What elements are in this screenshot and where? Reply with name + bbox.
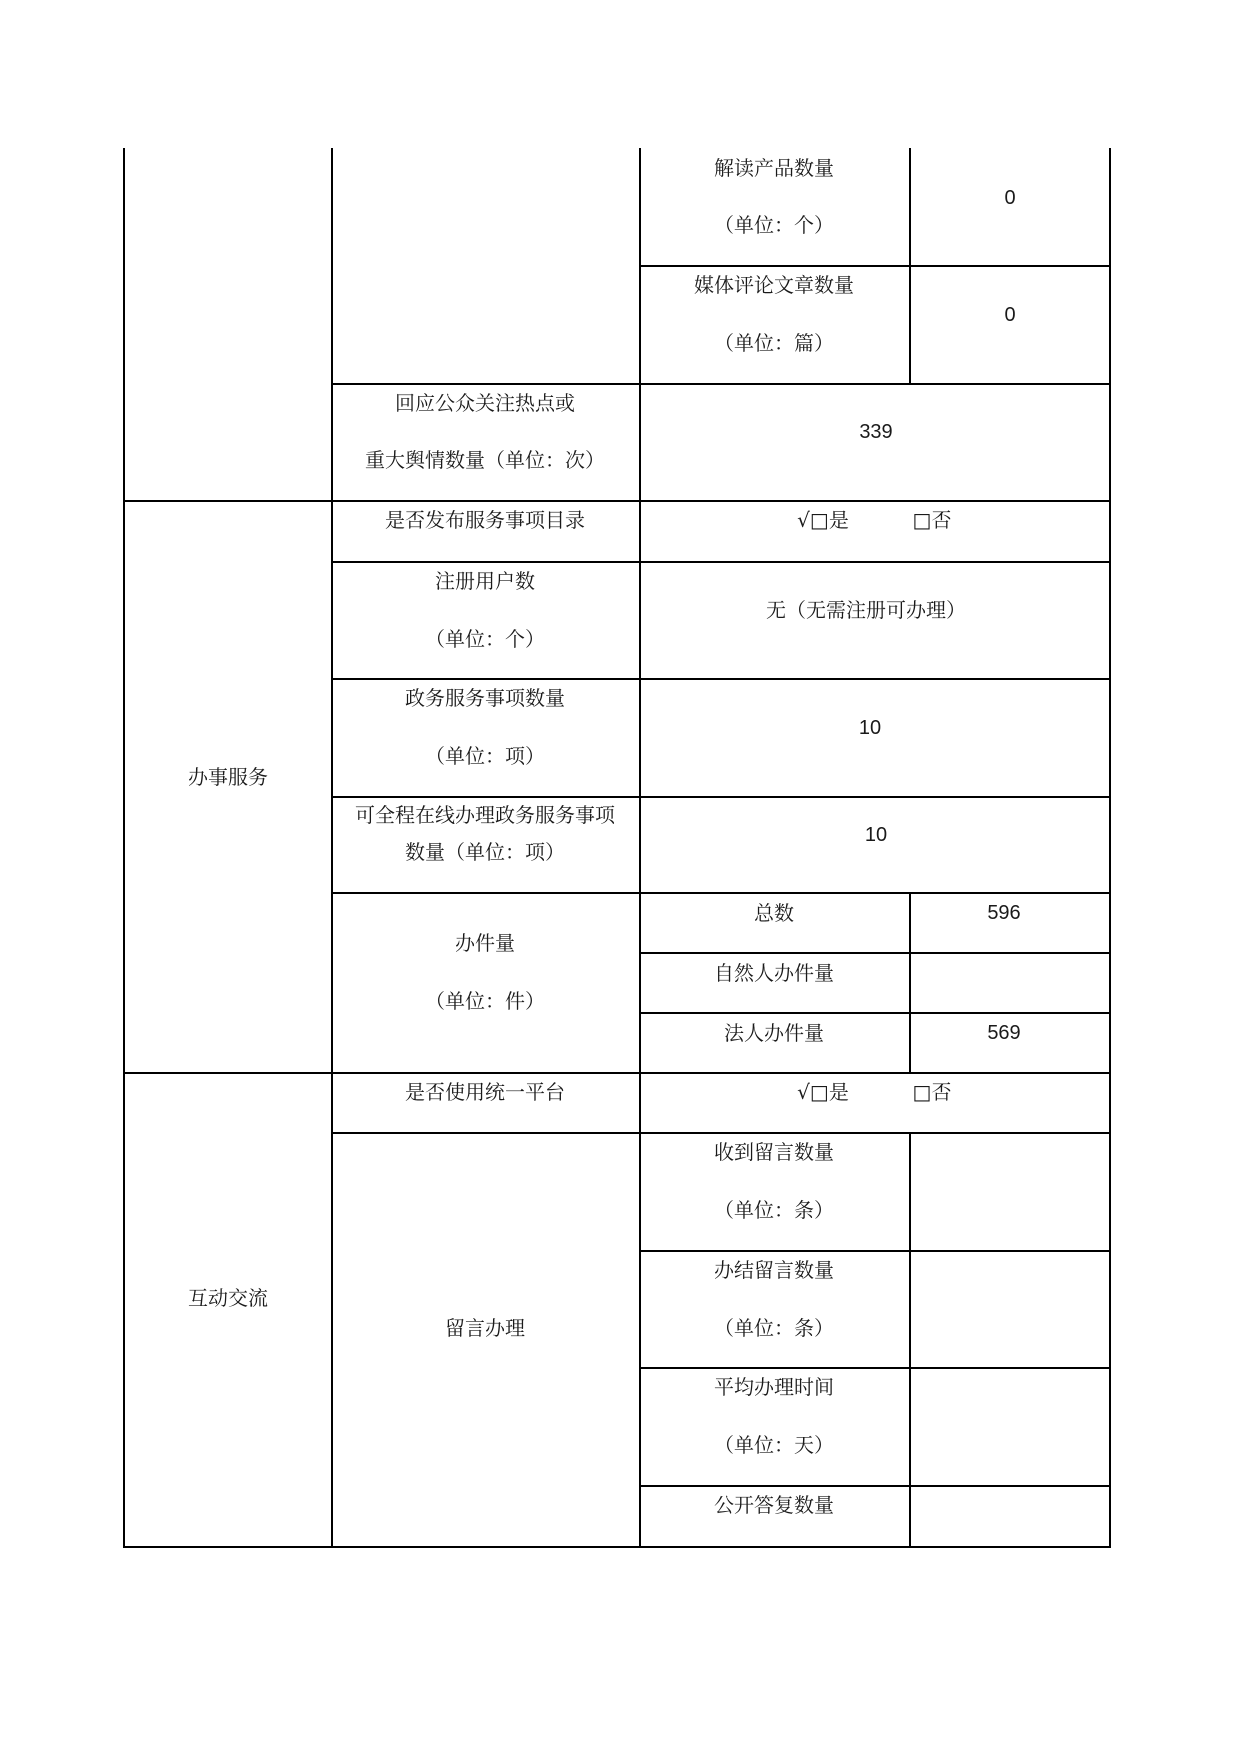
- registered-users-value: 无（无需注册可办理）: [766, 598, 966, 622]
- registered-users-unit: （单位：个）: [425, 627, 545, 651]
- section-service-title: 办事服务: [188, 765, 268, 789]
- grid-line: [331, 383, 1111, 385]
- grid-line: [123, 1072, 1111, 1074]
- grid-line: [123, 500, 1111, 502]
- platform-yes-option: √□是: [797, 1080, 849, 1104]
- handled-legal-label: 法人办件量: [724, 1021, 824, 1045]
- received-label: 收到留言数量: [714, 1140, 834, 1164]
- grid-line: [639, 1485, 1111, 1487]
- messages-label: 留言办理: [445, 1316, 525, 1340]
- handled-total-label: 总数: [754, 901, 794, 925]
- handled-natural-label: 自然人办件量: [714, 961, 834, 985]
- grid-line: [331, 561, 1111, 563]
- media-review-unit: （单位：篇）: [714, 331, 834, 355]
- public-reply-label: 公开答复数量: [714, 1493, 834, 1517]
- platform-label: 是否使用统一平台: [405, 1080, 565, 1104]
- closed-label: 办结留言数量: [714, 1258, 834, 1282]
- grid-line: [639, 1250, 1111, 1252]
- service-items-unit: （单位：项）: [425, 744, 545, 768]
- section-interaction-title: 互动交流: [188, 1286, 268, 1310]
- avg-time-unit: （单位：天）: [714, 1433, 834, 1457]
- catalog-yes-option: √□是: [797, 508, 849, 532]
- catalog-no-option: □否: [912, 508, 952, 532]
- online-items-label-line2: 数量（单位：项）: [405, 840, 565, 864]
- handled-legal-value: 569: [987, 1022, 1021, 1044]
- grid-line: [123, 148, 125, 1548]
- handled-unit: （单位：件）: [425, 989, 545, 1013]
- catalog-label: 是否发布服务事项目录: [385, 508, 585, 532]
- grid-line: [639, 1012, 1111, 1014]
- grid-line: [331, 892, 1111, 894]
- grid-line: [331, 1132, 1111, 1134]
- hotspot-label-line2: 重大舆情数量（单位：次）: [365, 448, 605, 472]
- online-items-label-line1: 可全程在线办理政务服务事项: [355, 803, 615, 827]
- online-items-value: 10: [864, 824, 888, 846]
- grid-line: [639, 1367, 1111, 1369]
- service-items-label: 政务服务事项数量: [405, 686, 565, 710]
- media-review-label: 媒体评论文章数量: [694, 273, 854, 297]
- hotspot-value: 339: [859, 421, 893, 443]
- closed-unit: （单位：条）: [714, 1316, 834, 1340]
- registered-users-label: 注册用户数: [435, 569, 535, 593]
- platform-no-option: □否: [912, 1080, 952, 1104]
- grid-line: [123, 1546, 1111, 1548]
- dujie-product-label: 解读产品数量: [714, 156, 834, 180]
- dujie-product-unit: （单位：个）: [714, 213, 834, 237]
- handled-label: 办件量: [455, 931, 515, 955]
- grid-line: [639, 952, 1111, 954]
- grid-line: [331, 148, 333, 1548]
- grid-line: [1109, 148, 1111, 1548]
- avg-time-label: 平均办理时间: [714, 1375, 834, 1399]
- grid-line: [331, 796, 1111, 798]
- grid-line: [639, 265, 1111, 267]
- grid-line: [639, 148, 641, 1548]
- media-review-value: 0: [1004, 304, 1016, 326]
- grid-line: [331, 678, 1111, 680]
- received-unit: （单位：条）: [714, 1198, 834, 1222]
- grid-line: [909, 893, 911, 1073]
- dujie-product-value: 0: [1004, 187, 1016, 209]
- handled-total-value: 596: [987, 902, 1021, 924]
- hotspot-label-line1: 回应公众关注热点或: [395, 391, 575, 415]
- service-items-value: 10: [858, 717, 882, 739]
